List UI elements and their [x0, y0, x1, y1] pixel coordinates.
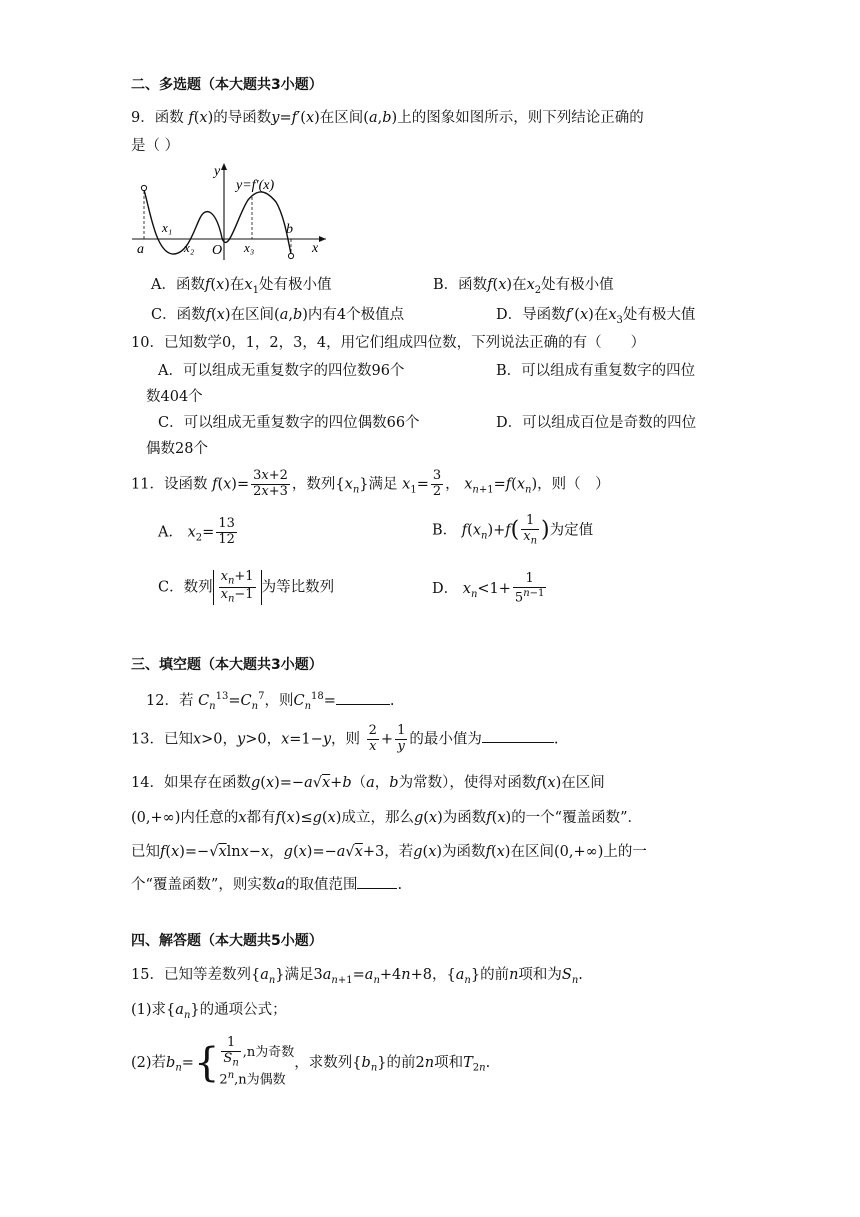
- question-11-option-d[interactable]: D． $x_n<1+$ $\frac{1}{5^{n-1}}$: [432, 571, 545, 606]
- question-11-option-c[interactable]: C．数列 $\frac{x_n+1}{x_n-1}$ 为等比数列: [158, 569, 335, 605]
- section-heading-multiple-choice: 二、多选题（本大题共3小题）: [131, 77, 323, 93]
- question-10-option-b-cont: 数404个: [146, 389, 203, 405]
- question-15-part-2: (2)若$b_n=${ $\frac{1}{S_n}$ ,n为奇数 2$^n$,n为偶数 ，求数列$\{b_n\}$的前2n项和$T_{2n}$.: [131, 1035, 491, 1088]
- section-heading-fill-in: 三、填空题（本大题共3小题）: [131, 657, 323, 673]
- question-9-stem: 9．函数 f(x)的导函数y=f′(x)在区间(a,b)上的图象如图所示，则下列结论正确的: [131, 110, 644, 126]
- section-heading-solutions: 四、解答题（本大题共5小题）: [131, 933, 323, 949]
- graph-b-label: b: [286, 222, 293, 237]
- graph-x-label: x: [312, 241, 319, 256]
- question-9-option-c[interactable]: C．函数f(x)在区间(a,b)内有4个极值点: [151, 307, 405, 323]
- graph-y-label: y: [214, 164, 221, 179]
- question-14-line-2: (0,+∞)内任意的x都有f(x)≤g(x)成立，那么g(x)为函数f(x)的一个“覆盖函数”．: [131, 810, 643, 826]
- question-11-stem: 11．设函数 f(x)= $\frac{3x+2}{2x+3}$ ，数列$\{x_n\}$满足 $x_1=$ $\frac{3}{2}$ ， $x_{n+1}=f(x_n)$，则（ ）: [131, 468, 610, 499]
- question-10-option-b[interactable]: B．可以组成有重复数字的四位: [496, 363, 696, 379]
- question-10-option-d-cont: 偶数28个: [146, 441, 208, 457]
- question-10-option-d[interactable]: D．可以组成百位是奇数的四位: [496, 415, 697, 431]
- question-9-option-a[interactable]: A．函数f(x)在$x_1$处有极小值: [151, 277, 332, 296]
- answer-blank-14[interactable]: [357, 874, 397, 889]
- question-10-stem: 10．已知数学0，1，2，3，4，用它们组成四位数，下列说法正确的有（ ）: [131, 335, 646, 351]
- question-14-line-1: 14．如果存在函数g(x)=−a√x+b（a，b为常数），使得对函数f(x)在区间: [131, 775, 605, 791]
- question-9-stem-cont: 是（ ）: [131, 138, 180, 154]
- graph-x3-label: x₃: [244, 240, 255, 255]
- question-15-stem: 15．已知等差数列$\{a_n\}$满足$3a_{n+1}=a_n+4n+8$，$\{a_n\}$的前n项和为$S_n$.: [131, 967, 583, 986]
- question-11-option-b[interactable]: B． $f(x_n)+f$( $\frac{1}{x_n}$ )为定值: [432, 513, 594, 547]
- question-13: 13．已知x>0，y>0，x=1−y，则 $\frac{2}{x}$ + $\frac{1}{y}$ 的最小值为 .: [131, 723, 559, 754]
- question-15-part-1: (1)求$\{a_n\}$的通项公式；: [131, 1002, 287, 1021]
- graph-curve-label: y=f′(x): [236, 178, 275, 193]
- question-10-option-a[interactable]: A．可以组成无重复数字的四位数96个: [158, 363, 405, 379]
- question-14-line-4: 个“覆盖函数”，则实数a的取值范围 .: [131, 874, 402, 894]
- derivative-graph: [128, 160, 338, 264]
- question-9-option-b[interactable]: B．函数f(x)在$x_2$处有极小值: [433, 277, 614, 296]
- question-14-line-3: 已知f(x)=−√xlnx−x，g(x)=−a√x+3，若g(x)为函数f(x)在区间(0,+∞)上的一: [131, 844, 647, 860]
- graph-a-label: a: [137, 242, 144, 257]
- question-10-option-c[interactable]: C．可以组成无重复数字的四位偶数66个: [158, 415, 420, 431]
- question-9-option-d[interactable]: D．导函数f′(x)在$x_3$处有极大值: [496, 307, 696, 326]
- graph-x1-label: x₁: [162, 220, 173, 235]
- answer-blank-13[interactable]: [482, 728, 554, 743]
- answer-blank-12[interactable]: [336, 690, 390, 705]
- question-12: 12．若 $C_n^{13}=C_n^7$，则$C_n^{18}=$ .: [146, 691, 395, 712]
- graph-x2-label: x₂: [184, 240, 195, 255]
- graph-origin-label: O: [212, 243, 223, 258]
- question-11-option-a[interactable]: A． $x_2=$ $\frac{13}{12}$: [158, 516, 235, 547]
